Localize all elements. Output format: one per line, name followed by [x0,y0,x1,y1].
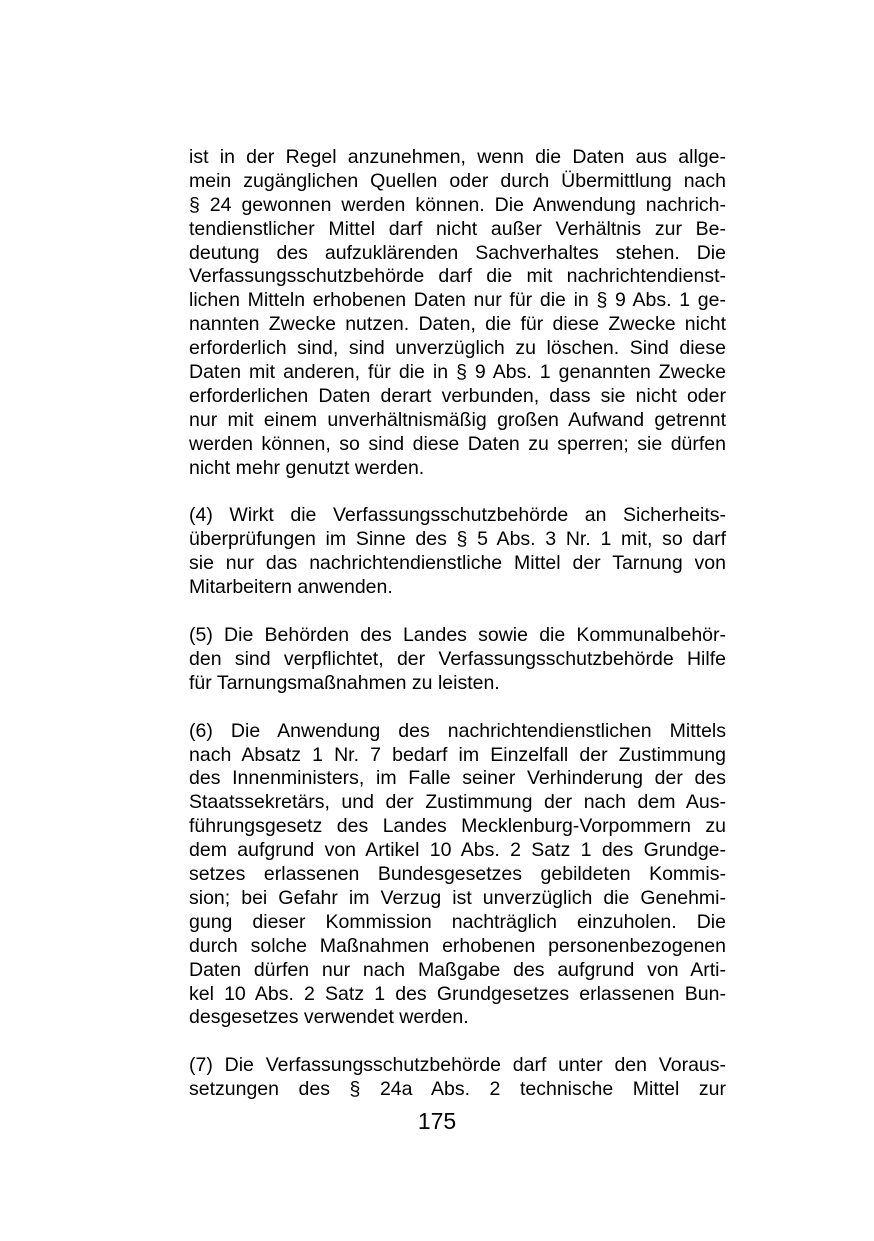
text-line: mein zugänglichen Quellen oder durch Übermittlung nach [189,169,726,192]
text-line: nannten Zwecke nutzen. Daten, die für diese Zwecke nicht [189,313,726,336]
text-line: tendienstlicher Mittel darf nicht außer Verhältnis zur Be- [189,217,726,240]
text-line: nach Absatz 1 Nr. 7 bedarf im Einzelfall der Zustimmung [189,743,726,766]
text-line: (6) Die Anwendung des nachrichtendienstlichen Mittels [189,719,726,742]
text-line: sion; bei Gefahr im Verzug ist unverzüglich die Genehmi- [189,886,726,909]
page-number-label: 175 [417,1108,457,1134]
text-line: ist in der Regel anzunehmen, wenn die Daten aus allge- [189,146,726,168]
text-line: überprüfungen im Sinne des § 5 Abs. 3 Nr. 1 mit, so darf [189,528,726,551]
text-line: werden können, so sind diese Daten zu sperren; sie dürfen [189,432,726,455]
text-line: den sind verpflichtet, der Verfassungsschutzbehörde Hilfe [189,647,726,670]
paragraph [189,504,726,600]
text-line: für Tarnungsmaßnahmen zu leisten. [189,671,500,694]
paragraph [189,146,726,480]
text-line: lichen Mitteln erhobenen Daten nur für die in § 9 Abs. 1 ge- [189,289,726,312]
text-line: Staatssekretärs, und der Zustimmung der nach dem Aus- [189,791,726,814]
paragraph [189,720,726,1031]
text-line: (7) Die Verfassungsschutzbehörde darf unter den Voraus- [189,1054,726,1077]
text-line: Daten dürfen nur nach Maßgabe des aufgrund von Arti- [189,958,726,981]
text-line: des Innenministers, im Falle seiner Verhinderung der des [189,767,726,790]
text-line: nur mit einem unverhältnismäßig großen Aufwand getrennt [189,408,726,431]
paragraph [189,624,726,696]
text-line: führungsgesetz des Landes Mecklenburg-Vorpommern zu [189,815,726,838]
paragraph [189,1054,726,1102]
body-text [189,146,726,1126]
text-line: erforderlich sind, sind unverzüglich zu löschen. Sind diese [189,337,726,360]
text-line: dem aufgrund von Artikel 10 Abs. 2 Satz 1 des Grundge- [189,839,726,862]
text-line: (5) Die Behörden des Landes sowie die Kommunalbehör- [189,624,726,647]
text-line: setzungen des § 24a Abs. 2 technische Mittel zur [189,1078,726,1101]
text-line: Daten mit anderen, für die in § 9 Abs. 1 genannten Zwecke [189,361,726,384]
text-line: durch solche Maßnahmen erhobenen personenbezogenen [189,934,726,957]
text-line: desgesetzes verwendet werden. [189,1006,469,1029]
text-line: erforderlichen Daten derart verbunden, dass sie nicht oder [189,384,726,407]
text-line: sie nur das nachrichtendienstliche Mittel der Tarnung von [189,552,726,575]
text-line: gung dieser Kommission nachträglich einzuholen. Die [189,910,726,933]
text-line: kel 10 Abs. 2 Satz 1 des Grundgesetzes erlassenen Bun- [189,982,726,1005]
page-number [0,1108,874,1135]
text-line: (4) Wirkt die Verfassungsschutzbehörde an Sicherheits- [189,504,726,527]
text-line: setzes erlassenen Bundesgesetzes gebildeten Kommis- [189,863,726,886]
text-line: Verfassungsschutzbehörde darf die mit nachrichtendienst- [189,265,726,288]
text-line: nicht mehr genutzt werden. [189,456,425,479]
text-line: deutung des aufzuklärenden Sachverhaltes stehen. Die [189,241,726,264]
text-line: § 24 gewonnen werden können. Die Anwendung nachrich- [189,193,726,216]
text-line: Mitarbeitern anwenden. [189,576,393,599]
